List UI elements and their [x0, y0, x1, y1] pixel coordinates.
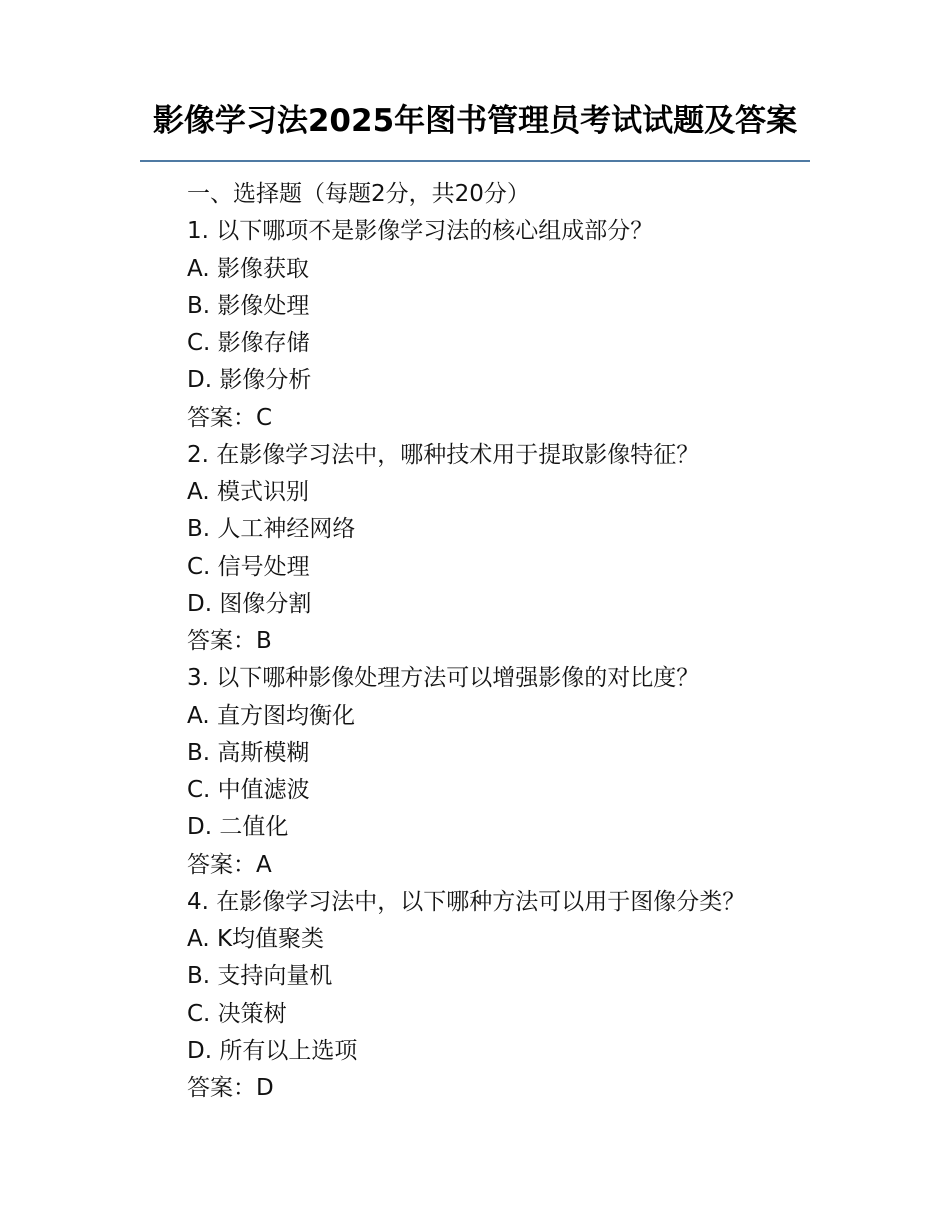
document-title: 影像学习法2025年图书管理员考试试题及答案	[152, 103, 798, 139]
option-b: B. 人工神经网络	[187, 516, 356, 543]
question-text: 3. 以下哪种影像处理方法可以增强影像的对比度？	[187, 665, 700, 692]
option-c: C. 中值滤波	[187, 777, 310, 803]
option-b: B. 影像处理	[187, 292, 310, 319]
question-text: 4. 在影像学习法中，以下哪种方法可以用于图像分类？	[187, 888, 746, 915]
option-d: D. 图像分割	[187, 590, 312, 617]
option-b: B. 高斯模糊	[187, 739, 310, 766]
title-divider	[140, 160, 810, 162]
option-a: A. K均值聚类	[187, 926, 325, 952]
answer-text: 答案：B	[187, 628, 272, 654]
option-c: C. 决策树	[187, 1000, 287, 1027]
option-c: C. 影像存储	[187, 330, 310, 356]
question-text: 1. 以下哪项不是影像学习法的核心组成部分？	[187, 218, 654, 245]
question-list	[187, 176, 827, 1107]
question-text: 2. 在影像学习法中，哪种技术用于提取影像特征？	[187, 441, 700, 468]
option-d: D. 所有以上选项	[187, 1037, 358, 1064]
option-a: A. 直方图均衡化	[187, 702, 355, 729]
option-a: A. 模式识别	[187, 479, 309, 505]
option-d: D. 影像分析	[187, 367, 312, 394]
answer-text: 答案：D	[187, 1075, 274, 1101]
answer-text: 答案：C	[187, 404, 273, 431]
answer-text: 答案：A	[187, 851, 272, 878]
option-c: C. 信号处理	[187, 553, 310, 580]
section-heading: 一、选择题（每题2分，共20分）	[187, 181, 530, 207]
option-d: D. 二值化	[187, 814, 289, 841]
option-a: A. 影像获取	[187, 255, 309, 282]
option-b: B. 支持向量机	[187, 963, 333, 990]
